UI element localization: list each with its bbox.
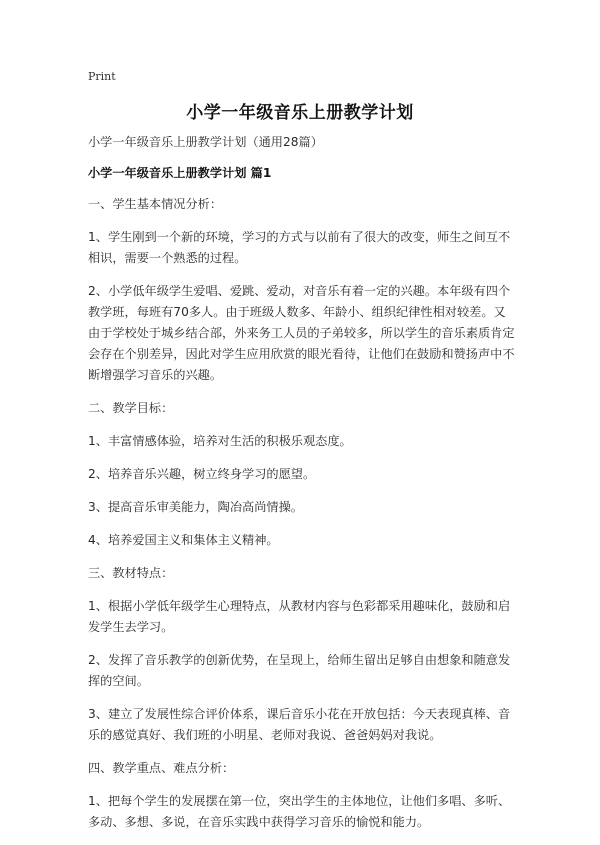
- paragraph: 1、根据小学低年级学生心理特点，从教材内容与色彩都采用趣味化，鼓励和启发学生去学习。: [88, 599, 511, 634]
- paragraph: 3、提高音乐审美能力，陶冶高尚情操。: [88, 500, 303, 514]
- paragraph: 3、建立了发展性综合评价体系，课后音乐小花在开放包括：今天表现真棒、音乐的感觉真好、我们班的小明星、老师对我说、爸爸妈妈对我说。: [88, 707, 511, 742]
- paragraph: 1、丰富情感体验，培养对生活的积极乐观态度。: [88, 434, 352, 448]
- section-heading: 小学一年级音乐上册教学计划 篇1: [88, 166, 272, 180]
- print-label[interactable]: Print: [88, 70, 116, 83]
- paragraph: 2、培养音乐兴趣，树立终身学习的愿望。: [88, 467, 316, 481]
- page-title: 小学一年级音乐上册教学计划: [186, 103, 414, 123]
- paragraph: 1、把每个学生的发展摆在第一位，突出学生的主体地位，让他们多唱、多听、多动、多想、多说，在音乐实践中获得学习音乐的愉悦和能力。: [88, 794, 511, 829]
- document-subtitle: 小学一年级音乐上册教学计划（通用28篇）: [88, 135, 323, 149]
- paragraph: 1、学生刚到一个新的环境，学习的方式与以前有了很大的改变，师生之间互不相识，需要一个熟悉的过程。: [88, 230, 511, 265]
- paragraph: 4、培养爱国主义和集体主义精神。: [88, 533, 279, 547]
- paragraph: 三、教材特点：: [88, 566, 174, 580]
- document-body: [88, 132, 516, 845]
- paragraph: 2、小学低年级学生爱唱、爱跳、爱动，对音乐有着一定的兴趣。本年级有四个教学班，每班有70多人。由于班级人数多、年龄小、组织纪律性相对较差。又由于学校处于城乡结合部，外来务工人员的子弟较多，所以学生的音乐素质肯定会存在个别差异，因此对学生应用欣赏的眼光看待，让他们在鼓励和赞扬声中不断增强学习音乐的兴趣。: [88, 284, 515, 382]
- paragraph: 四、教学重点、难点分析：: [88, 761, 235, 775]
- paragraph: 一、学生基本情况分析：: [88, 197, 223, 211]
- paragraph: 二、教学目标：: [88, 401, 174, 415]
- paragraph: 2、发挥了音乐教学的创新优势，在呈现上，给师生留出足够自由想象和随意发挥的空间。: [88, 653, 511, 688]
